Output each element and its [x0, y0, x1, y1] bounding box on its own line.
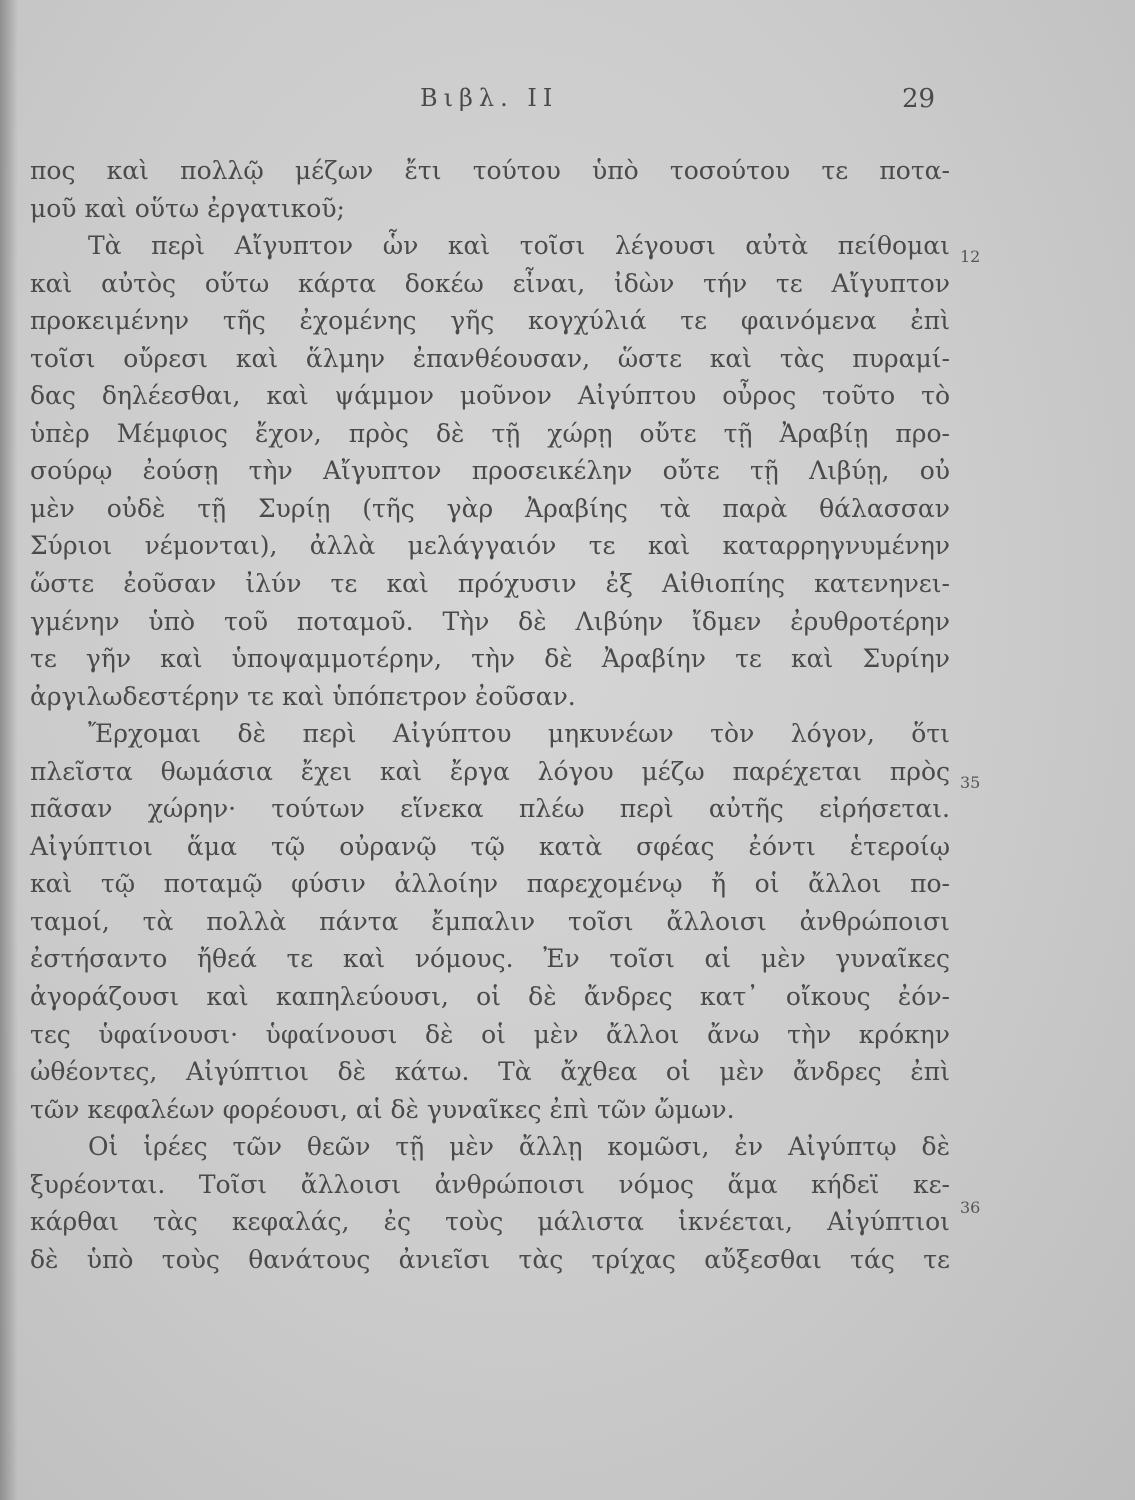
- text-line: κάρθαι τὰς κεφαλάς, ἐς τοὺς μάλιστα ἱκνέεται, Αἰγύπτιοι: [30, 1207, 950, 1237]
- text-line: Ἔρχομαι δὲ περὶ Αἰγύπτου μηκυνέων τὸν λόγον, ὅτι: [88, 719, 950, 749]
- text-line: δὲ ὑπὸ τοὺς θανάτους ἀνιεῖσι τὰς τρίχας αὔξεσθαι τάς τε: [30, 1244, 950, 1274]
- text-line: τε γῆν καὶ ὑποψαμμοτέρην, τὴν δὲ Ἀραβίην τε καὶ Συρίην: [30, 644, 950, 674]
- text-line: μοῦ καὶ οὕτω ἐργατικοῦ;: [30, 193, 345, 223]
- text-line: ἀγοράζουσι καὶ καπηλεύουσι, οἱ δὲ ἄνδρες κατ᾽ οἴκους ἐόν-: [30, 982, 950, 1012]
- text-line: ἐστήσαντο ἤθεά τε καὶ νόμους. Ἐν τοῖσι αἱ μὲν γυναῖκες: [30, 944, 950, 974]
- text-line: ταμοί, τὰ πολλὰ πάντα ἔμπαλιν τοῖσι ἄλλοισι ἀνθρώποισι: [30, 906, 950, 936]
- text-line: ἀργιλωδεστέρην τε καὶ ὑπόπετρον ἐοῦσαν.: [30, 681, 576, 711]
- margin-number: 12: [960, 247, 981, 266]
- text-line: καὶ τῷ ποταμῷ φύσιν ἀλλοίην παρεχομένῳ ἤ οἱ ἄλλοι πο-: [30, 869, 950, 899]
- text-line: τοῖσι οὔρεσι καὶ ἅλμην ἐπανθέουσαν, ὥστε καὶ τὰς πυραμί-: [30, 343, 950, 373]
- text-line: τῶν κεφαλέων φορέουσι, αἱ δὲ γυναῖκες ἐπὶ τῶν ὤμων.: [30, 1094, 735, 1124]
- text-line: καὶ αὐτὸς οὕτω κάρτα δοκέω εἶναι, ἰδὼν τήν τε Αἴγυπτον: [30, 268, 950, 298]
- text-line: σούρῳ ἐούσῃ τὴν Αἴγυπτον προσεικέλην οὔτε τῇ Λιβύῃ, οὐ: [30, 456, 950, 486]
- text-line: προκειμένην τῆς ἐχομένης γῆς κογχύλιά τε φαινόμενα ἐπὶ: [30, 306, 950, 336]
- text-line: πᾶσαν χώρην· τούτων εἵνεκα πλέω περὶ αὐτῆς εἰρήσεται.: [30, 794, 950, 824]
- text-line: ὠθέοντες, Αἰγύπτιοι δὲ κάτω. Τὰ ἄχθεα οἱ μὲν ἄνδρες ἐπὶ: [30, 1057, 950, 1087]
- margin-number: 35: [960, 773, 981, 792]
- text-line: μὲν οὐδὲ τῇ Συρίῃ (τῆς γὰρ Ἀραβίης τὰ παρὰ θάλασσαν: [30, 493, 950, 523]
- text-line: πλεῖστα θωμάσια ἔχει καὶ ἔργα λόγου μέζω παρέχεται πρὸς: [30, 756, 950, 786]
- text-line: γμένην ὑπὸ τοῦ ποταμοῦ. Τὴν δὲ Λιβύην ἴδμεν ἐρυθροτέρην: [30, 606, 950, 636]
- text-line: ὑπὲρ Μέμφιος ἔχον, πρὸς δὲ τῇ χώρῃ οὔτε τῇ Ἀραβίῃ προ-: [30, 418, 950, 448]
- text-line: τες ὑφαίνουσι· ὑφαίνουσι δὲ οἱ μὲν ἄλλοι ἄνω τὴν κρόκην: [30, 1019, 950, 1049]
- text-line: ξυρέονται. Τοῖσι ἄλλοισι ἀνθρώποισι νόμος ἅμα κήδεϊ κε-: [30, 1169, 950, 1199]
- text-line: ὥστε ἐοῦσαν ἰλύν τε καὶ πρόχυσιν ἐξ Αἰθιοπίης κατενηνει-: [30, 569, 950, 599]
- running-head: Βιβλ. II: [420, 84, 559, 112]
- page-number: 29: [902, 84, 936, 114]
- text-line: Σύριοι νέμονται), ἀλλὰ μελάγγαιόν τε καὶ καταρρηγνυμένην: [30, 531, 950, 561]
- text-line: Τὰ περὶ Αἴγυπτον ὧν καὶ τοῖσι λέγουσι αὐτὰ πείθομαι: [88, 231, 950, 261]
- margin-number: 36: [960, 1198, 981, 1217]
- text-line: Οἱ ἱρέες τῶν θεῶν τῇ μὲν ἄλλῃ κομῶσι, ἐν Αἰγύπτῳ δὲ: [88, 1132, 950, 1162]
- text-line: πος καὶ πολλῷ μέζων ἔτι τούτου ὑπὸ τοσούτου τε ποτα-: [30, 156, 950, 185]
- text-line: Αἰγύπτιοι ἅμα τῷ οὐρανῷ τῷ κατὰ σφέας ἐόντι ἑτεροίῳ: [30, 831, 950, 861]
- text-line: δας δηλέεσθαι, καὶ ψάμμον μοῦνον Αἰγύπτου οὖρος τοῦτο τὸ: [30, 381, 950, 411]
